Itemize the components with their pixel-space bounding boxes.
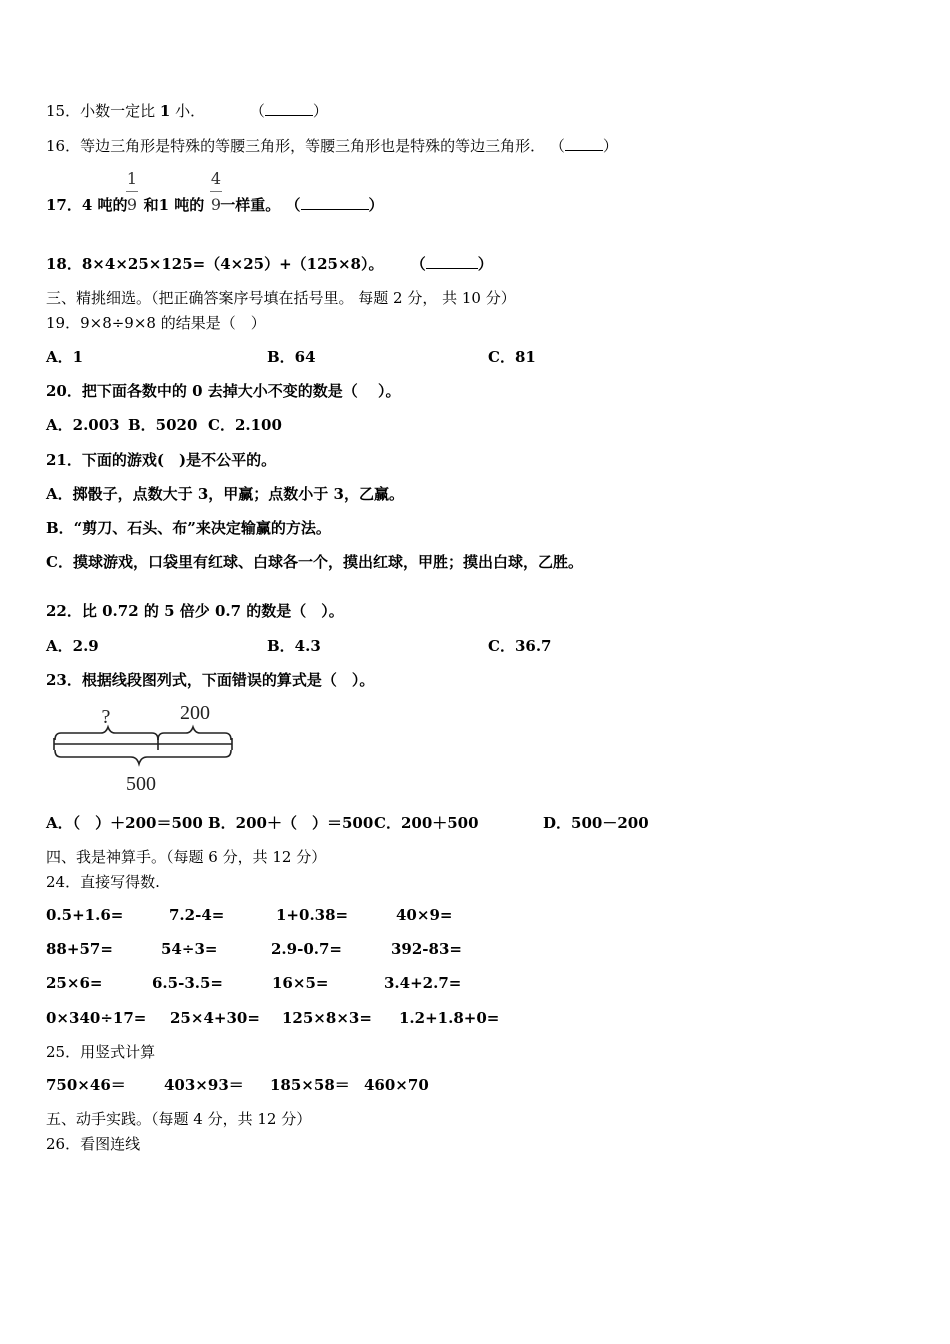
calc-item: 460×70 <box>364 1076 429 1094</box>
question-26: 26．看图连线 <box>46 1135 141 1153</box>
calc-item: 88+57= <box>46 940 113 958</box>
calc-item: 0×340÷17= <box>46 1009 147 1027</box>
part-label: 200 <box>180 702 210 724</box>
option-a[interactable]: A．2.003 <box>46 416 120 434</box>
option-c[interactable]: C．200＋500 <box>374 814 479 832</box>
question-15: 15．小数一定比 1 小． （ ） <box>46 102 328 120</box>
calc-item: 6.5-3.5= <box>152 974 223 992</box>
section-3-title: 三、精挑细选。（把正确答案序号填在括号里。 每题 2 分， 共 10 分） <box>46 289 516 307</box>
question-23: 23．根据线段图列式，下面错误的算式是（ ）。 <box>46 671 375 689</box>
option-d[interactable]: D．500－200 <box>543 814 649 832</box>
calc-item: 7.2-4= <box>169 906 225 924</box>
section-4-title: 四、我是神算手。（每题 6 分，共 12 分） <box>46 848 327 866</box>
option-c[interactable]: C．2.100 <box>208 416 282 434</box>
calc-item: 3.4+2.7= <box>384 974 462 992</box>
question-18: 18．8×4×25×125=（4×25）+（125×8）。 （ ） <box>46 255 493 273</box>
calc-item: 185×58＝ <box>270 1076 350 1094</box>
option-b[interactable]: B．200＋（ ）＝500 <box>208 814 374 832</box>
calc-item: 25×4+30= <box>170 1009 260 1027</box>
brace-part <box>158 727 231 740</box>
fraction-denominator: 9 <box>210 195 222 214</box>
calc-item: 25×6= <box>46 974 103 992</box>
calc-item: 54÷3= <box>161 940 218 958</box>
calc-item: 125×8×3= <box>282 1009 372 1027</box>
calc-item: 750×46＝ <box>46 1076 126 1094</box>
calc-item: 403×93＝ <box>164 1076 244 1094</box>
answer-blank-15[interactable] <box>265 101 313 116</box>
option-b[interactable]: B．4.3 <box>267 637 321 655</box>
calc-item: 16×5= <box>272 974 329 992</box>
question-24: 24．直接写得数. <box>46 873 160 891</box>
calc-item: 2.9-0.7= <box>271 940 342 958</box>
answer-blank-16[interactable] <box>565 136 603 151</box>
option-c[interactable]: C．81 <box>488 348 536 366</box>
answer-blank-18[interactable] <box>426 254 478 269</box>
question-20: 20．把下面各数中的 0 去掉大小不变的数是（ ）。 <box>46 382 401 400</box>
total-label: 500 <box>126 773 156 795</box>
question-19: 19．9×8÷9×8 的结果是（ ） <box>46 314 266 332</box>
question-22: 22．比 0.72 的 5 倍少 0.7 的数是（ ）。 <box>46 602 344 620</box>
fraction-numerator: 1 <box>126 169 138 188</box>
option-a[interactable]: A．（ ）＋200＝500 <box>46 814 203 832</box>
unknown-label: ? <box>101 706 111 728</box>
fraction-denominator: 9 <box>126 195 138 214</box>
answer-blank-17[interactable] <box>301 195 369 210</box>
option-b[interactable]: B．“剪刀、石头、布”来决定输赢的方法。 <box>46 519 331 537</box>
section-5-title: 五、动手实践。（每题 4 分，共 12 分） <box>46 1110 312 1128</box>
calc-item: 1+0.38= <box>276 906 349 924</box>
option-b[interactable]: B．64 <box>267 348 316 366</box>
option-c[interactable]: C．36.7 <box>488 637 552 655</box>
fraction-bar <box>210 191 222 192</box>
calc-item: 40×9= <box>396 906 453 924</box>
segment-diagram <box>46 700 246 800</box>
question-25: 25．用竖式计算 <box>46 1043 156 1061</box>
question-21: 21．下面的游戏( )是不公平的。 <box>46 451 277 469</box>
fraction-bar <box>126 191 138 192</box>
brace-unknown <box>55 727 158 740</box>
brace-total <box>55 750 231 764</box>
option-a[interactable]: A．2.9 <box>46 637 99 655</box>
calc-item: 0.5+1.6= <box>46 906 124 924</box>
option-c[interactable]: C．摸球游戏，口袋里有红球、白球各一个，摸出红球，甲胜；摸出白球，乙胜。 <box>46 553 583 571</box>
option-b[interactable]: B．5020 <box>128 416 198 434</box>
calc-item: 392-83= <box>391 940 462 958</box>
calc-item: 1.2+1.8+0= <box>399 1009 500 1027</box>
option-a[interactable]: A．掷骰子，点数大于 3，甲赢；点数小于 3，乙赢。 <box>46 485 404 503</box>
fraction-numerator: 4 <box>210 169 222 188</box>
question-17: 17．4 吨的 和1 吨的 一样重。 （ ） <box>46 196 384 214</box>
option-a[interactable]: A．1 <box>46 348 84 366</box>
question-16: 16．等边三角形是特殊的等腰三角形，等腰三角形也是特殊的等边三角形． （ ） <box>46 137 618 155</box>
